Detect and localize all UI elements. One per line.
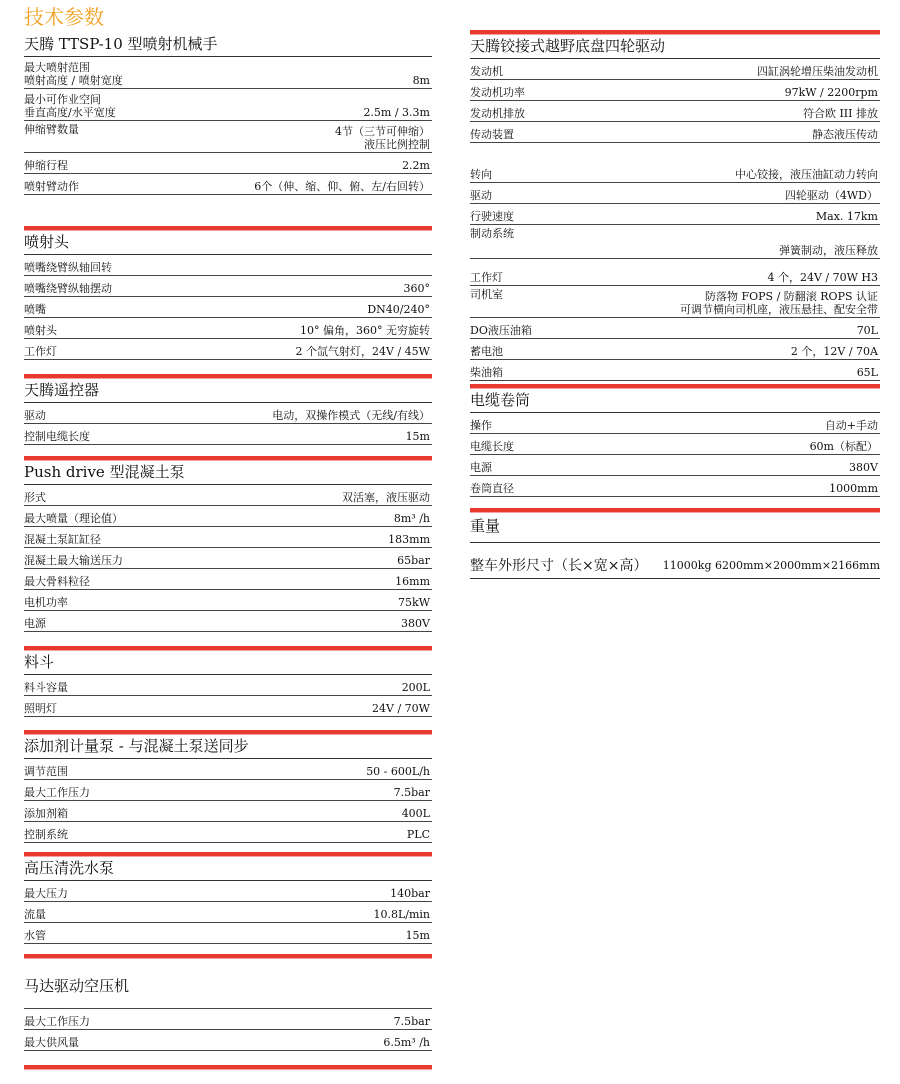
row-label: 柴油箱	[470, 366, 503, 379]
row-value: 24V / 70W	[372, 702, 430, 715]
row-value: 电动，双操作模式（无线/有线）	[272, 409, 430, 422]
row-label: 传动装置	[470, 128, 514, 141]
table-row	[24, 276, 432, 297]
row-label: 驱动	[470, 189, 492, 202]
row-label: 伸缩臂数量	[24, 123, 79, 136]
row-value: 200L	[401, 681, 430, 694]
table-row	[470, 339, 880, 360]
table-row	[24, 89, 432, 121]
section-title: 天腾 TTSP-10 型喷射机械手	[24, 32, 432, 57]
section-title: 天腾遥控器	[24, 378, 432, 403]
table-row	[24, 902, 432, 923]
row-label: 最大骨料粒径	[24, 575, 90, 588]
row-value: 8m	[412, 74, 430, 87]
row-value: PLC	[406, 828, 430, 841]
table-row	[470, 265, 880, 286]
row-value: 防落物 FOPS / 防翻滚 ROPS 认证 可调节横向司机座，液压悬挂、配安全带	[680, 290, 878, 316]
table-row	[24, 485, 432, 506]
row-value: 6个（伸、缩、仰、俯、左/右回转）	[254, 180, 430, 193]
table-row	[24, 153, 432, 174]
row-value: 10° 偏角，360° 无穷旋转	[300, 324, 430, 337]
row-label: 喷嘴	[24, 303, 46, 316]
row-value: 10.8L/min	[373, 908, 430, 921]
table-row	[24, 759, 432, 780]
row-value: 75kW	[398, 596, 430, 609]
row-value: 2 个，12V / 70A	[790, 345, 878, 358]
row-value: 65bar	[397, 554, 430, 567]
section-additive-pump	[24, 730, 432, 843]
row-label: 驱动	[24, 409, 46, 422]
table-row	[24, 801, 432, 822]
row-label: 电机功率	[24, 596, 68, 609]
table-row	[24, 822, 432, 843]
row-label: 最大工作压力	[24, 786, 90, 799]
row-value: 7.5bar	[393, 1015, 430, 1028]
row-value: 380V	[849, 461, 878, 474]
row-label: 最大压力	[24, 887, 68, 900]
row-label: 行驶速度	[470, 210, 514, 223]
table-row	[470, 59, 880, 80]
table-row	[470, 318, 880, 339]
table-row	[24, 403, 432, 424]
row-value: 65L	[856, 366, 878, 379]
row-label: 制动系统	[470, 227, 514, 240]
section-remote-control	[24, 374, 432, 445]
row-label: 流量	[24, 908, 46, 921]
row-label: 喷嘴绕臂纵轴摆动	[24, 282, 112, 295]
table-row	[24, 1009, 432, 1030]
row-label: 蓄电池	[470, 345, 503, 358]
section-spray-manipulator	[24, 32, 432, 195]
row-label: 发动机排放	[470, 107, 525, 120]
row-label: 调节范围	[24, 765, 68, 778]
section-air-compressor	[24, 954, 432, 1069]
section-title: 高压清洗水泵	[24, 856, 432, 881]
row-value: 四轮驱动（4WD）	[784, 189, 878, 202]
section-title: 天腾铰接式越野底盘四轮驱动	[470, 34, 880, 59]
table-row	[24, 569, 432, 590]
row-label: 伸缩行程	[24, 159, 68, 172]
table-row	[470, 286, 880, 318]
row-value: 400L	[401, 807, 430, 820]
section-hopper	[24, 646, 432, 717]
row-label: 水管	[24, 929, 46, 942]
row-label: 工作灯	[24, 345, 57, 358]
table-row	[24, 923, 432, 944]
row-label: 电源	[24, 617, 46, 630]
row-value: 16mm	[395, 575, 430, 588]
row-value: 7.5bar	[393, 786, 430, 799]
row-value: 中心铰接，液压油缸动力转向	[735, 168, 878, 181]
row-label: 电源	[470, 461, 492, 474]
row-label: 控制系统	[24, 828, 68, 841]
row-label: 控制电缆长度	[24, 430, 90, 443]
section-bar	[24, 1065, 432, 1069]
table-row	[470, 122, 880, 143]
section-title: 料斗	[24, 650, 432, 675]
section-title: 添加剂计量泵 - 与混凝土泵送同步	[24, 734, 432, 759]
table-row	[24, 424, 432, 445]
table-row	[470, 80, 880, 101]
table-row	[24, 297, 432, 318]
table-row	[24, 548, 432, 569]
table-row	[24, 696, 432, 717]
section-bar	[24, 954, 432, 958]
row-label: 工作灯	[470, 271, 503, 284]
table-row	[470, 413, 880, 434]
table-row	[24, 527, 432, 548]
page-title: 技术参数	[24, 5, 104, 29]
row-value: 2.2m	[402, 159, 430, 172]
row-label: 卷筒直径	[470, 482, 514, 495]
row-value: 2 个氙气射灯，24V / 45W	[295, 345, 430, 358]
row-label: 司机室	[470, 288, 503, 301]
row-label: 电缆长度	[470, 440, 514, 453]
table-row	[24, 339, 432, 360]
table-row	[24, 1030, 432, 1051]
row-value: 1000mm	[829, 482, 878, 495]
table-row	[24, 121, 432, 153]
section-chassis	[470, 30, 880, 381]
row-value: 弹簧制动，液压释放	[779, 244, 878, 257]
table-row	[24, 506, 432, 527]
row-label: 转向	[470, 168, 492, 181]
row-value: 140bar	[390, 887, 430, 900]
row-value: 8m³ /h	[393, 512, 430, 525]
row-value: 380V	[401, 617, 430, 630]
row-label: DO液压油箱	[470, 324, 532, 337]
row-label: 最小可作业空间 垂直高度/水平宽度	[24, 93, 116, 119]
row-value: 静态液压传动	[812, 128, 878, 141]
section-title: 重量	[470, 512, 880, 543]
section-spray-head	[24, 226, 432, 360]
table-row	[24, 611, 432, 632]
row-label: 操作	[470, 419, 492, 432]
row-label: 发动机功率	[470, 86, 525, 99]
row-value: 符合欧 III 排放	[802, 107, 878, 120]
row-value: 70L	[856, 324, 878, 337]
row-label: 混凝土最大输送压力	[24, 554, 123, 567]
row-value: 自动+手动	[824, 419, 878, 432]
row-value: 2.5m / 3.3m	[363, 106, 430, 119]
table-row	[470, 360, 880, 381]
row-label: 最大工作压力	[24, 1015, 90, 1028]
row-value: 183mm	[388, 533, 430, 546]
section-weight	[470, 508, 880, 579]
row-label: 混凝土泵缸缸径	[24, 533, 101, 546]
weight-label: 整车外形尺寸（长×宽×高）	[470, 558, 648, 574]
section-cable-reel	[470, 384, 880, 497]
row-label: 最大喷量（理论值）	[24, 512, 123, 525]
table-row	[24, 675, 432, 696]
table-row	[470, 476, 880, 497]
row-label: 照明灯	[24, 702, 57, 715]
row-value: DN40/240°	[367, 303, 430, 316]
table-row	[470, 143, 880, 183]
table-row	[24, 174, 432, 195]
row-label: 发动机	[470, 65, 503, 78]
row-value: 4 个，24V / 70W H3	[767, 271, 878, 284]
row-value: 双活塞，液压驱动	[342, 491, 430, 504]
table-row	[470, 551, 880, 579]
section-title: 喷射头	[24, 230, 432, 255]
section-concrete-pump	[24, 456, 432, 632]
table-row	[470, 101, 880, 122]
row-value: 50 - 600L/h	[366, 765, 430, 778]
section-title: Push drive 型混凝土泵	[24, 460, 432, 485]
table-row	[470, 455, 880, 476]
weight-value: 11000kg 6200mm×2000mm×2166mm	[662, 558, 880, 572]
table-row	[24, 590, 432, 611]
table-row	[24, 318, 432, 339]
row-label: 添加剂箱	[24, 807, 68, 820]
row-value: 15m	[405, 430, 430, 443]
row-label: 喷射头	[24, 324, 57, 337]
row-value: 6.5m³ /h	[383, 1036, 430, 1049]
section-washer-pump	[24, 852, 432, 944]
row-value: 97kW / 2200rpm	[784, 86, 878, 99]
row-label: 喷射臂动作	[24, 180, 79, 193]
row-label: 形式	[24, 491, 46, 504]
row-value: 15m	[405, 929, 430, 942]
row-label: 料斗容量	[24, 681, 68, 694]
table-row	[470, 204, 880, 225]
section-title: 马达驱动空压机	[24, 977, 130, 995]
row-label: 最大喷射范围 喷射高度 / 喷射宽度	[24, 61, 123, 87]
row-label: 喷嘴绕臂纵轴回转	[24, 261, 112, 274]
table-row	[24, 881, 432, 902]
row-value: Max. 17km	[815, 210, 878, 223]
section-title: 电缆卷筒	[470, 388, 880, 413]
row-value: 4节（三节可伸缩） 液压比例控制	[335, 125, 430, 151]
row-value: 四缸涡轮增压柴油发动机	[757, 65, 878, 78]
row-label: 最大供风量	[24, 1036, 79, 1049]
table-row	[470, 183, 880, 204]
table-row	[470, 225, 880, 259]
row-value: 60m（标配）	[809, 440, 878, 453]
table-row	[470, 434, 880, 455]
table-row	[24, 57, 432, 89]
table-row	[24, 255, 432, 276]
row-value: 360°	[403, 282, 430, 295]
table-row	[24, 780, 432, 801]
